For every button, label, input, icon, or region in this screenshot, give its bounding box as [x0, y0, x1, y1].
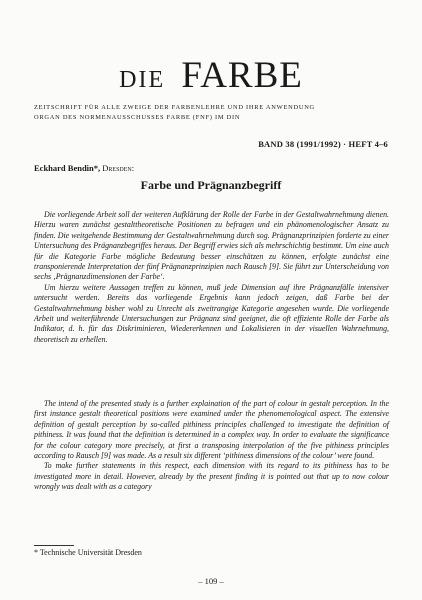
journal-masthead — [0, 56, 422, 100]
journal-subtitle — [34, 103, 394, 123]
author-name: Eckhard Bendin*, — [34, 163, 101, 173]
footnote: * Technische Universität Dresden — [34, 548, 142, 557]
abstract-english — [34, 399, 389, 493]
masthead-die: DIE — [119, 67, 166, 93]
masthead-farbe: FARBE — [181, 55, 303, 96]
abstract-en-paragraph: To make further statements in this respect, each dimension with its regard to its pithiness has to be investigated more in detail. However, already by the present finding it is pointed out that up to now colour wrongly was dealt with as a category — [34, 461, 389, 492]
author-line — [34, 163, 134, 173]
volume-issue: BAND 38 (1991/1992) · HEFT 4–6 — [258, 139, 388, 149]
abstract-german — [34, 210, 389, 345]
subtitle-line-2: ORGAN DES NORMENAUSSCHUSSES FARBE (FNF) IM DIN — [34, 114, 241, 121]
footnote-rule — [34, 545, 74, 546]
page-number: – 109 – — [198, 576, 224, 586]
abstract-de-paragraph: Um hierzu weitere Aussagen treffen zu können, muß jede Dimension auf ihre Prägnanzfälle intensiver untersucht werden. Bereits das vorliegende Ergebnis kann jedoch zeigen, daß Farbe bei der Gestaltwahrnehmung bisher wohl zu Unrecht als zweitrangige Kategorie angesehen wurde. Die vorliegende Arbeit und weiterführende Untersuchungen zur Prägnanz sind geeignet, die oft effiziente Rolle der Farbe als Indikator, d. h. für das Diskriminieren, Wiedererkennen und Lokalisieren in der visuellen Wahrnehmung, theoretisch zu erhellen. — [34, 282, 389, 344]
author-place: Dresden: — [102, 163, 135, 173]
subtitle-line-1: ZEITSCHRIFT FÜR ALLE ZWEIGE DER FARBENLEHRE UND IHRE ANWENDUNG — [34, 104, 315, 111]
article-title: Farbe und Prägnanzbegriff — [140, 178, 282, 192]
abstract-en-paragraph: The intend of the presented study is a further explaination of the part of colour in gestalt perception. In the first instance gestalt theoretical positions were examined under the phenomenological aspect. The extensive definition of gestalt perception by so-called pithiness principles challenged to investigate the definition of pithiness. It was found that the definition is determined in a complex way. In order to evaluate the significance for the colour category more precisely, at first a transposing interpolation of the five pithiness principles according to Rausch [9] was made. As a result six different ‘pithiness dimensions of the colour’ were found. — [34, 399, 389, 461]
abstract-de-paragraph: Die vorliegende Arbeit soll der weiteren Aufklärung der Rolle der Farbe in der Gestaltwahrnehmung dienen. Hierzu waren zunächst gestalttheoretische Positionen zu befragen und ein phänomenologischer Ansatz zu finden. Die weitgehende Bestimmung der Gestaltwahrnehmung durch sog. Prägnanzprinzipien forderte zu einer Untersuchung des Prägnanzbegriffes heraus. Der Begriff erwies sich als mehrschichtig bestimmt. Um eine auch für die Kategorie Farbe mögliche Bedeutung besser einschätzen zu können, erfolgte zunächst eine transponierende Interpretation der fünf Prägnanzprinzipien nach Rausch [9]. Sie führt zur Unterscheidung von sechs ‚Prägnanzdimensionen der Farbe‘. — [34, 210, 389, 282]
